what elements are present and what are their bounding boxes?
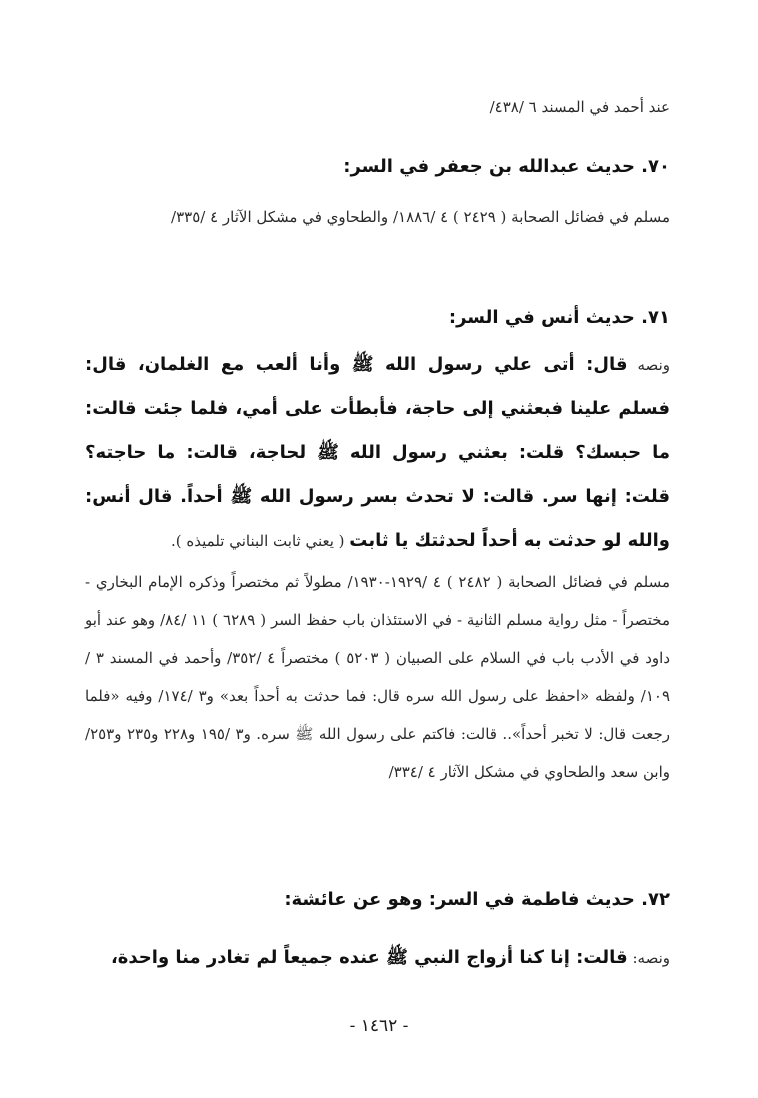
reference-hadith-70: مسلم في فضائل الصحابة ( ٢٤٢٩ ) ٤ /١٨٨٦/ والطحاوي في مشكل الآثار ٤ /٣٣٥/ bbox=[171, 208, 670, 226]
page-number: - ١٤٦٢ - bbox=[349, 1016, 409, 1036]
heading-hadith-71: ٧١. حديث أنس في السر: bbox=[448, 307, 670, 328]
text-intro: ونصه bbox=[627, 356, 670, 374]
top-reference: عند أحمد في المسند ٦ /٤٣٨/ bbox=[489, 98, 670, 116]
text-hadith-71 bbox=[85, 343, 670, 563]
text-tail-note: ( يعني ثابت البناني تلميذه ). bbox=[171, 532, 350, 550]
text-hadith-body: قال: أتى علي رسول الله ﷺ وأنا ألعب مع الغلمان، قال: فسلم علينا فبعثني إلى حاجة، فأبطأت على أمي، فلما جئت قالت: ما حبسك؟ قلت: بعثني رسول الله ﷺ لحاجة، قالت: ما حاجته؟ قلت: إنها سر. قالت: لا تحدث بسر رسول الله ﷺ أحداً. قال أنس: والله لو حدثت به أحداً لحدثتك يا ثابت bbox=[85, 354, 670, 551]
text-intro: ونصه: bbox=[627, 949, 670, 967]
heading-hadith-70: ٧٠. حديث عبدالله بن جعفر في السر: bbox=[343, 156, 670, 177]
text-hadith-body: قالت: إنا كنا أزواج النبي ﷺ عنده جميعاً لم تغادر منا واحدة، bbox=[110, 947, 628, 968]
reference-hadith-71: مسلم في فضائل الصحابة ( ٢٤٨٢ ) ٤ /١٩٢٩-١٩٣٠/ مطولاً ثم مختصراً وذكره الإمام البخاري - مختصراً - مثل رواية مسلم الثانية - في الاستئذان باب حفظ السر ( ٦٢٨٩ ) ١١ /٨٤/ وهو عند أبو داود في الأدب باب في السلام على الصبيان ( ٥٢٠٣ ) مختصراً ٤ /٣٥٢/ وأحمد في المسند ٣ /١٠٩/ ولفظه «احفظ على رسول الله سره قال: فما حدثت به أحداً بعد» و٣ /١٧٤/ وفيه «فلما رجعت قال: لا تخبر أحداً».. قالت: فاكتم على رسول الله ﷺ سره. و٣ /١٩٥ و٢٢٨ و٢٣٥ و٢٥٣/ وابن سعد والطحاوي في مشكل الآثار ٤ /٣٣٤/ bbox=[85, 573, 671, 781]
text-hadith-72 bbox=[85, 936, 670, 980]
heading-hadith-72: ٧٢. حديث فاطمة في السر: وهو عن عائشة: bbox=[284, 889, 670, 910]
